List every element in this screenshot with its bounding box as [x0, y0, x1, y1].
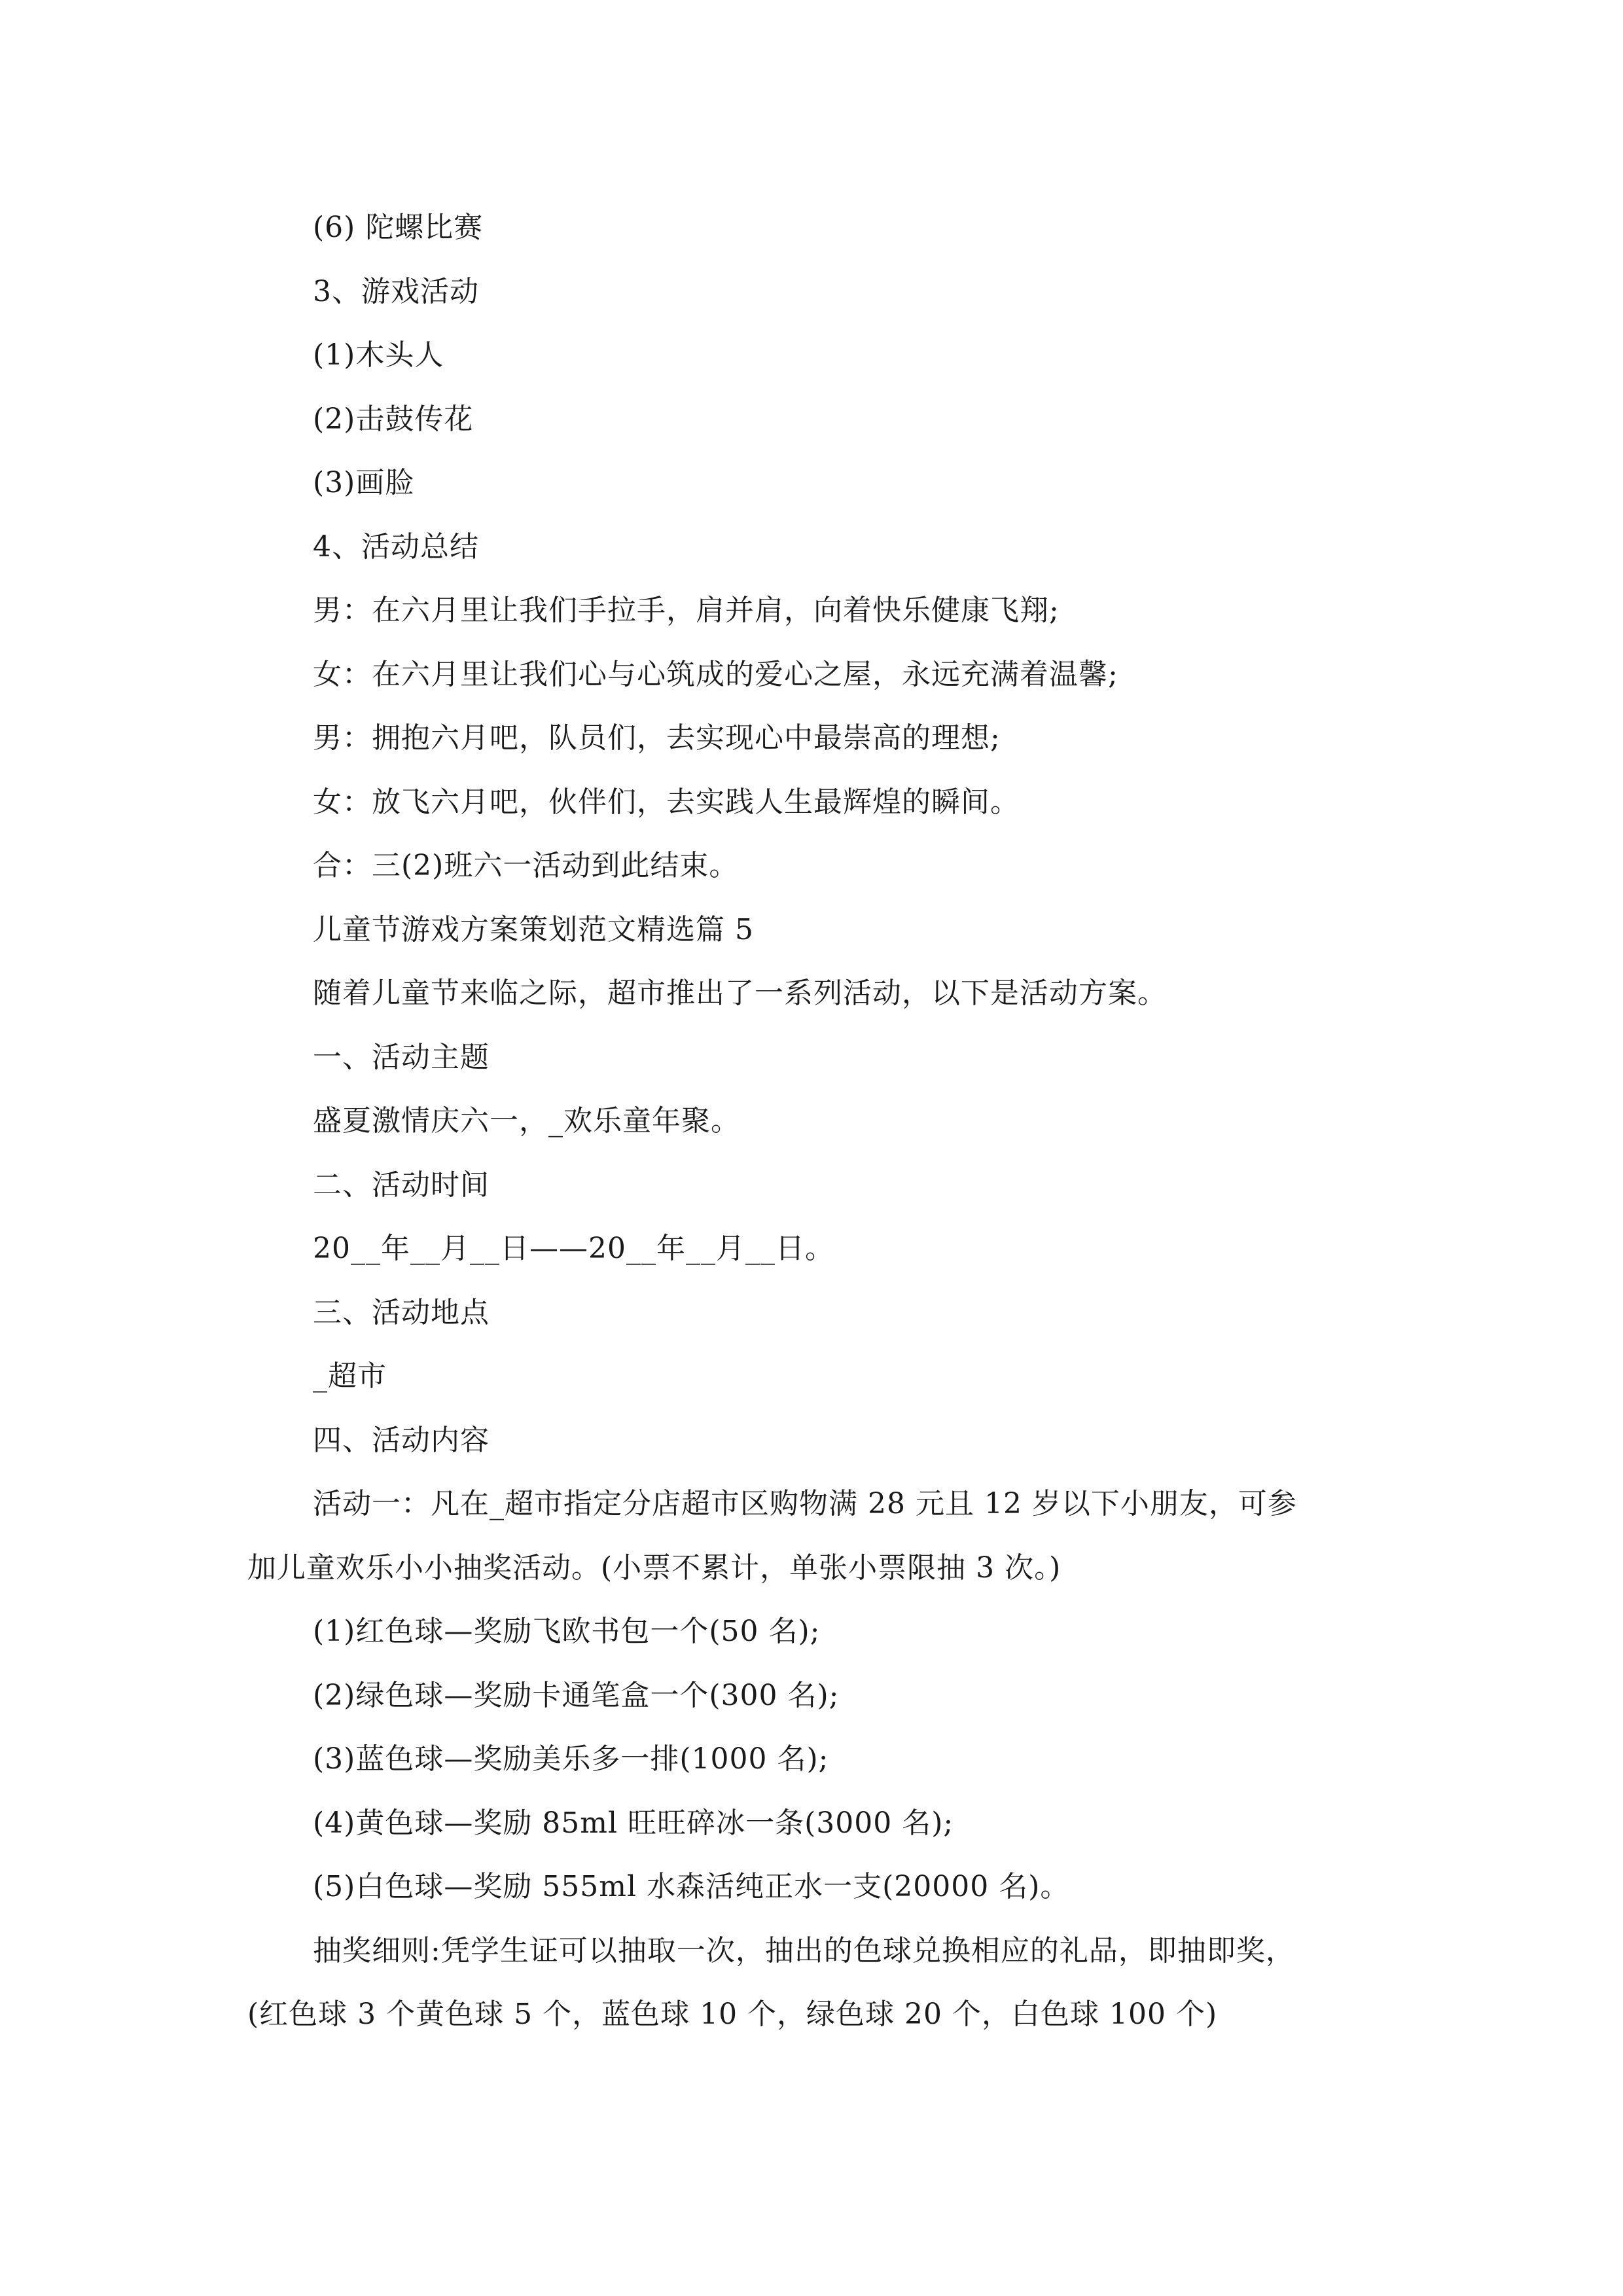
section-heading-time: 二、活动时间	[313, 1168, 490, 1202]
article-title: 儿童节游戏方案策划范文精选篇 5	[313, 913, 754, 946]
list-item-spinning-top: (6) 陀螺比赛	[313, 211, 484, 244]
list-item-drum-flower: (2)击鼓传花	[313, 403, 474, 436]
section-heading-theme: 一、活动主题	[313, 1041, 490, 1074]
paragraph: 加儿童欢乐小小抽奖活动。(小票不累计，单张小票限抽 3 次。)	[247, 1551, 1061, 1585]
list-item-prize: (3)蓝色球—奖励美乐多一排(1000 名);	[313, 1742, 829, 1776]
dialogue-line: 男：拥抱六月吧，队员们，去实现心中最崇高的理想;	[313, 721, 1001, 755]
list-item-face-paint: (3)画脸	[313, 466, 415, 499]
section-heading-summary: 4、活动总结	[313, 530, 479, 564]
paragraph: 活动一：凡在_超市指定分店超市区购物满 28 元且 12 岁以下小朋友，可参	[313, 1487, 1297, 1520]
list-item-prize: (1)红色球—奖励飞欧书包一个(50 名);	[313, 1615, 821, 1648]
section-heading-location: 三、活动地点	[313, 1296, 490, 1329]
list-item-prize: (4)黄色球—奖励 85ml 旺旺碎冰一条(3000 名);	[313, 1806, 954, 1840]
dialogue-line: 男：在六月里让我们手拉手，肩并肩，向着快乐健康飞翔;	[313, 594, 1060, 627]
section-heading-games: 3、游戏活动	[313, 275, 479, 308]
list-item-prize: (5)白色球—奖励 555ml 水森活纯正水一支(20000 名)。	[313, 1870, 1070, 1903]
dialogue-line: 女：放飞六月吧，伙伴们，去实践人生最辉煌的瞬间。	[313, 785, 1020, 819]
paragraph: 20__年__月__日——20__年__月__日。	[313, 1232, 834, 1265]
paragraph: _超市	[313, 1359, 387, 1393]
paragraph: 盛夏激情庆六一，_欢乐童年聚。	[313, 1104, 740, 1138]
list-item-wooden-man: (1)木头人	[313, 338, 444, 372]
paragraph: 抽奖细则:凭学生证可以抽取一次，抽出的色球兑换相应的礼品，即抽即奖，	[313, 1934, 1295, 1967]
paragraph: 随着儿童节来临之际，超市推出了一系列活动，以下是活动方案。	[313, 977, 1167, 1010]
dialogue-line: 女：在六月里让我们心与心筑成的爱心之屋，永远充满着温馨;	[313, 658, 1118, 691]
section-heading-content: 四、活动内容	[313, 1424, 490, 1457]
dialogue-line: 合：三(2)班六一活动到此结束。	[313, 849, 739, 882]
paragraph: (红色球 3 个黄色球 5 个，蓝色球 10 个，绿色球 20 个，白色球 100 个)	[247, 1998, 1218, 2031]
list-item-prize: (2)绿色球—奖励卡通笔盒一个(300 名);	[313, 1679, 840, 1712]
